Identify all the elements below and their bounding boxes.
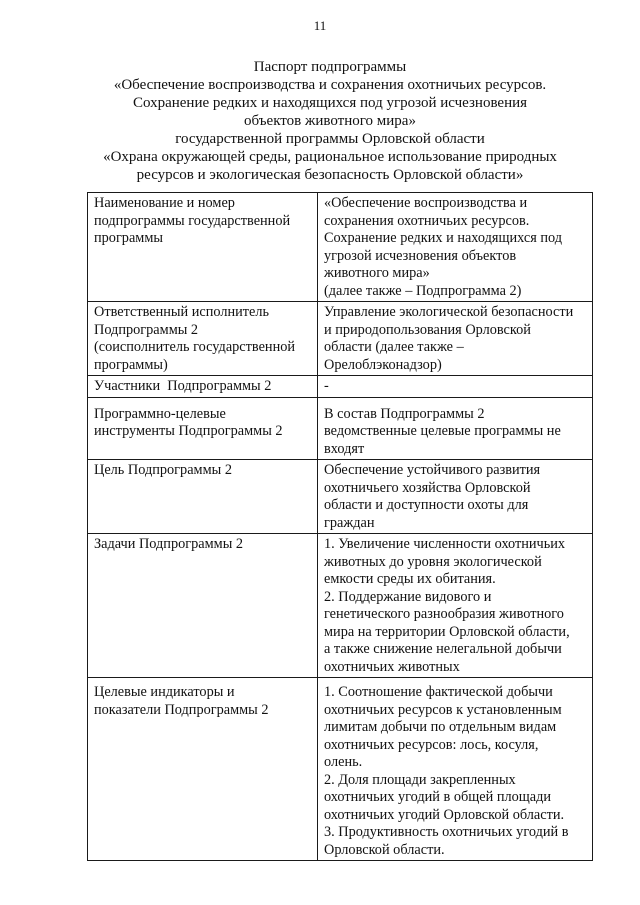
row-label: Подпрограммы 2 <box>94 321 199 338</box>
row-label-cell <box>88 460 318 534</box>
row-value: 1. Соотношение фактической добычи <box>324 684 553 700</box>
row-value: олень. <box>324 754 363 770</box>
row-value: емкости среды их обитания. <box>324 571 496 587</box>
row-value: 3. Продуктивность охотничьих угодий в <box>324 824 569 840</box>
row-value: охотничьих ресурсов: лось, косуля, <box>324 736 539 753</box>
table-row <box>88 460 593 534</box>
row-value: (далее также – Подпрограмма 2) <box>324 282 522 299</box>
row-value: а также снижение нелегальной добычи <box>324 641 562 657</box>
row-value: 1. Увеличение численности охотничьих <box>324 536 566 552</box>
row-value: охотничьих ресурсов к установленным <box>324 701 562 718</box>
row-value: животного мира» <box>324 265 430 281</box>
table-row <box>88 193 593 302</box>
row-label: Участники Подпрограммы 2 <box>94 378 272 394</box>
title-line: Паспорт подпрограммы <box>253 59 407 75</box>
row-label: Наименование и номер <box>94 195 235 211</box>
row-value: генетического разнообразия животного <box>324 606 564 622</box>
row-value-cell <box>318 376 593 398</box>
row-label-cell <box>88 376 318 398</box>
row-value: Орелоблэконадзор) <box>324 356 442 373</box>
row-value-cell <box>318 193 593 302</box>
row-value: Орловской области. <box>324 841 445 858</box>
row-value-cell <box>318 397 593 460</box>
row-label-cell <box>88 193 318 302</box>
table-row <box>88 302 593 376</box>
row-label-cell <box>88 678 318 861</box>
page-number: 11 <box>313 18 327 33</box>
row-label: инструменты Подпрограммы 2 <box>94 423 283 439</box>
row-label: Целевые индикаторы и <box>94 684 235 700</box>
row-label-cell <box>88 534 318 678</box>
table-row <box>88 397 593 460</box>
row-label: Программно-целевые <box>94 405 226 422</box>
row-value-cell <box>318 534 593 678</box>
title-line: «Охрана окружающей среды, рациональное использование природных <box>103 149 557 165</box>
row-value: области и доступности охоты для <box>324 497 529 513</box>
row-value: сохранения охотничьих ресурсов. <box>324 212 530 229</box>
row-value: области (далее также – <box>324 339 464 355</box>
row-value: животных до уровня экологической <box>324 553 542 570</box>
row-label: Задачи Подпрограммы 2 <box>94 536 244 552</box>
row-value: - <box>324 378 329 394</box>
row-value: ведомственные целевые программы не <box>324 423 561 439</box>
row-value: «Обеспечение воспроизводства и <box>324 195 528 211</box>
row-value: Обеспечение устойчивого развития <box>324 462 541 478</box>
row-value: охотничьего хозяйства Орловской <box>324 479 531 496</box>
row-label-cell <box>88 397 318 460</box>
row-value-cell <box>318 678 593 861</box>
row-value: охотничьих угодий в общей площади <box>324 789 552 805</box>
table-row <box>88 678 593 861</box>
table-row <box>88 376 593 398</box>
row-value: Управление экологической безопасности <box>324 304 574 320</box>
document-title <box>60 58 600 184</box>
row-value: Сохранение редких и находящихся под <box>324 230 563 246</box>
row-label: показатели Подпрограммы 2 <box>94 701 269 718</box>
row-value: 2. Поддержание видового и <box>324 588 492 605</box>
title-line: «Обеспечение воспроизводства и сохранения охотничьих ресурсов. <box>113 77 547 93</box>
row-label: Ответственный исполнитель <box>94 304 270 320</box>
row-value: 2. Доля площади закрепленных <box>324 771 516 788</box>
table-row <box>88 534 593 678</box>
row-label: программы) <box>94 356 168 373</box>
row-value: и природопользования Орловской <box>324 321 531 338</box>
title-line: ресурсов и экологическая безопасность Орловской области» <box>136 167 524 183</box>
title-line: Сохранение редких и находящихся под угрозой исчезновения <box>132 95 528 111</box>
row-value: лимитам добычи по отдельным видам <box>324 719 557 735</box>
row-value: В состав Подпрограммы 2 <box>324 405 485 422</box>
row-label: программы <box>94 230 164 246</box>
row-label: (соисполнитель государственной <box>94 339 296 355</box>
row-value: граждан <box>324 514 375 531</box>
title-line: государственной программы Орловской области <box>175 131 485 147</box>
row-label: Цель Подпрограммы 2 <box>94 462 232 478</box>
row-value: мира на территории Орловской области, <box>324 623 570 640</box>
title-line: объектов животного мира» <box>244 113 416 129</box>
row-value-cell <box>318 302 593 376</box>
row-value: охотничьих угодий Орловской области. <box>324 806 565 823</box>
row-value: входят <box>324 440 365 457</box>
row-value-cell <box>318 460 593 534</box>
row-value: угрозой исчезновения объектов <box>324 247 517 264</box>
passport-table <box>87 192 593 861</box>
row-value: охотничьих животных <box>324 658 460 675</box>
row-label: подпрограммы государственной <box>94 212 291 229</box>
row-label-cell <box>88 302 318 376</box>
